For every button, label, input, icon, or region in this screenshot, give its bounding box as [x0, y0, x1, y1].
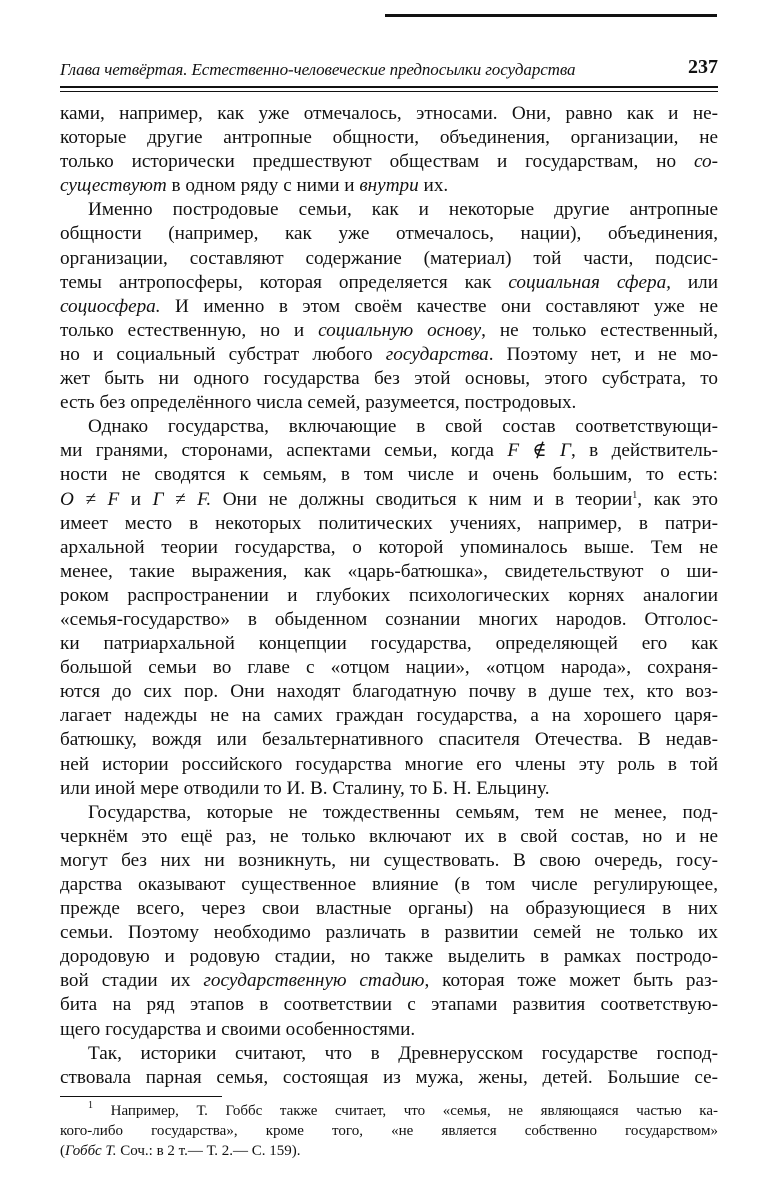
- text-line: социосфера. И именно в этом своём качестве они составляют уже не: [60, 295, 718, 317]
- text-line: которые другие антропные общности, объединения, организации, не: [60, 127, 718, 149]
- text-line: ми гранями, сторонами, аспектами семьи, когда F ∉ Г, в действитель-: [60, 440, 719, 462]
- paragraph: [60, 801, 718, 1042]
- text-line: ются до сих пор. Они находят благодатную почву в душе тех, кто воз-: [60, 681, 718, 703]
- footnote-separator: [60, 1096, 222, 1097]
- text-line: темы антропосферы, которая определяется как социальная сфера, или: [60, 271, 718, 293]
- text-line: семьи. Поэтому необходимо различать в развитии семей не только их: [60, 922, 718, 944]
- text-line: бита на ряд этапов в соответствии с этапами развития соответствую-: [60, 994, 718, 1016]
- paragraph: [60, 198, 718, 415]
- text-line: лагает надежды не на самих граждан государства, а на хорошего царя-: [60, 705, 718, 727]
- footnote-reference: 1: [632, 489, 638, 501]
- text-line: дарства оказывают существенное влияние (в том числе регулирующее,: [60, 874, 718, 895]
- text-line: только естественную, но и социальную основу, не только естественный,: [60, 319, 718, 341]
- text-line: прежде всего, через свои властные органы) на образующиеся в них: [60, 898, 718, 920]
- text-line: ки патриархальной концепции государства, определяющей его как: [60, 633, 718, 655]
- text-line: щего государства и своими особенностями.: [60, 1018, 416, 1040]
- text-line: имеет место в некоторых политических учениях, например, в патри-: [60, 512, 718, 534]
- paragraph: [60, 415, 718, 801]
- body-text: [60, 102, 718, 1090]
- text-line: ствовала парная семья, состоящая из мужа, жены, детей. Большие се-: [60, 1066, 718, 1088]
- paragraph: [60, 1042, 718, 1090]
- text-line: дородовую и родовую стадии, но также выделить в рамках постродо-: [60, 946, 718, 968]
- text-line: жет быть ни одного государства без этой основы, этого субстрата, то: [60, 368, 718, 390]
- text-line: но и социальный субстрат любого государства. Поэтому нет, и не мо-: [60, 343, 719, 365]
- citation-author: Гоббс Т.: [65, 1143, 117, 1159]
- top-decorative-rule: [385, 14, 717, 17]
- footnote-line: $^1$ Например, Т. Гоббс также считает, что «семья, не являющаяся частью ка-: [88, 1100, 718, 1119]
- text-line: архальной теории государства, о которой упоминалось выше. Тем не: [60, 536, 718, 558]
- text-line: черкнём это ещё раз, не только включают их в свой состав, но и не: [60, 825, 718, 847]
- text-line: есть без определённого числа семей, разумеется, постродовых.: [60, 392, 577, 414]
- header-rule-thin: [60, 91, 718, 92]
- running-title: Глава четвёртая. Естественно-человеческие предпосылки государства: [60, 60, 576, 79]
- page-number: 237: [688, 56, 718, 78]
- text-line: вой стадии их государственную стадию, которая тоже может быть раз-: [60, 970, 718, 992]
- header-rule-thick: [60, 86, 718, 88]
- text-line: «семья-государство» в обыденном сознании многих народов. Отголос-: [60, 608, 718, 630]
- footnote-marker: 1: [88, 1100, 93, 1111]
- text-line: общности (например, как уже отмечалось, нации), объединения,: [60, 223, 718, 245]
- text-line: большой семьи во главе с «отцом нации», «отцом народа», сохраня-: [60, 657, 718, 679]
- text-line: организации, составляют содержание (материал) той части, подсис-: [60, 247, 718, 269]
- footnote-line: кого-либо государства», кроме того, «не является собственно государством»: [60, 1123, 718, 1139]
- text-line: существуют в одном ряду с ними и внутри их.: [60, 175, 449, 197]
- text-line: Именно постродовые семьи, как и некоторые другие антропные: [88, 199, 718, 221]
- text-line: ности не сводятся к семьям, в том числе и очень большим, то есть:: [60, 464, 718, 486]
- text-line: О ≠ F и Г ≠ F. Они не должны сводиться к ним и в теории$^1$, как это: [60, 488, 718, 510]
- text-line: могут без них ни возникнуть, ни существовать. В свою очередь, госу-: [60, 849, 718, 871]
- text-line: Однако государства, включающие в свой состав соответствующи-: [88, 416, 718, 438]
- text-line: батюшку, вождя или безальтернативного спасителя Отечества. В недав-: [60, 729, 718, 751]
- text-line: менее, такие выражения, как «царь-батюшка», свидетельствуют о ши-: [60, 560, 718, 582]
- text-line: Так, историки считают, что в Древнерусском государстве господ-: [88, 1042, 718, 1064]
- text-line: Государства, которые не тождественны семьям, тем не менее, под-: [88, 801, 718, 823]
- text-line: только исторически предшествуют обществам и государствам, но со-: [60, 151, 719, 173]
- text-line: ней истории российского государства многие его члены эту роль в той: [60, 753, 718, 775]
- footnote: [60, 1101, 718, 1161]
- text-line: ками, например, как уже отмечалось, этносами. Они, равно как и не-: [60, 103, 718, 124]
- text-line: роком распространении и глубоких психологических корнях аналогии: [60, 584, 718, 606]
- running-header: [60, 56, 718, 86]
- text-line: или иной мере отводили то И. В. Сталину, то Б. Н. Ельцину.: [60, 777, 550, 799]
- paragraph: [60, 102, 718, 198]
- footnote-line: (Гоббс Т. Соч.: в 2 т.— Т. 2.— С. 159).: [60, 1143, 301, 1159]
